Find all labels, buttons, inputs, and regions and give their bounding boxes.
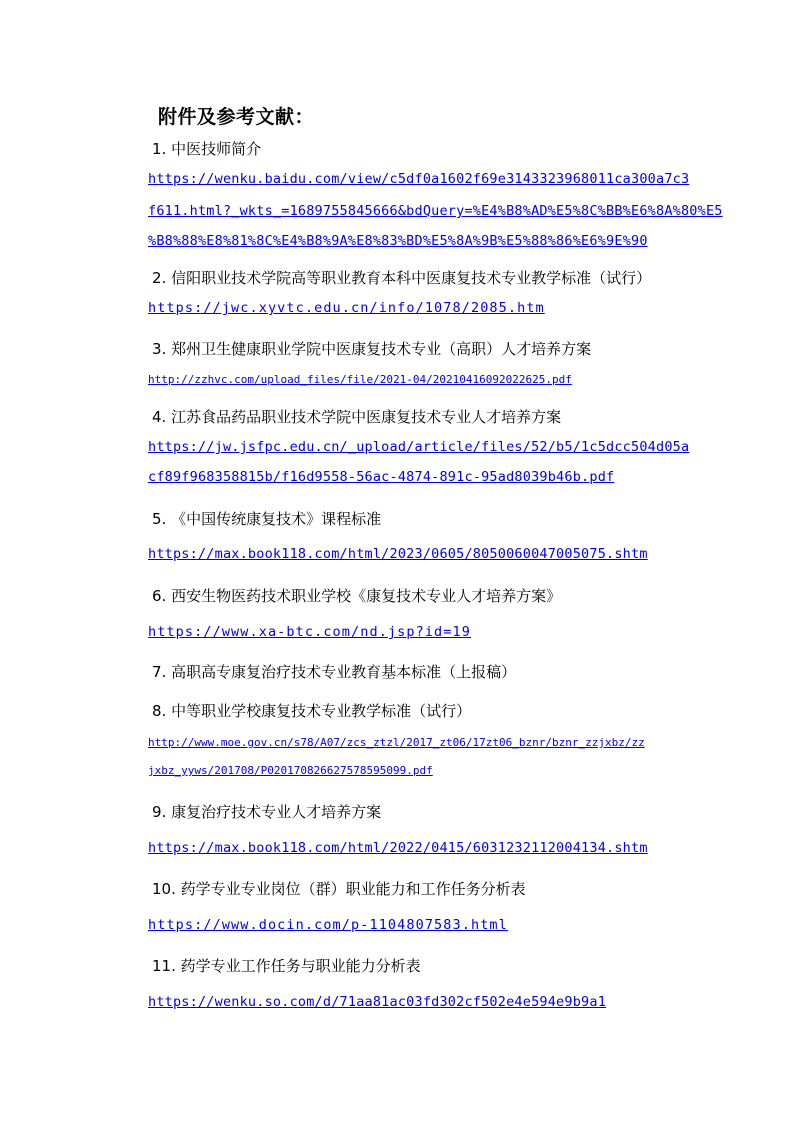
reference-link-9[interactable]: https://max.book118.com/html/2022/0415/6031232112004134.shtm [148, 840, 648, 856]
reference-link-5[interactable]: https://max.book118.com/html/2023/0605/8050060047005075.shtm [148, 546, 648, 562]
reference-item-4: 4. 江苏食品药品职业技术学院中医康复技术专业人才培养方案 [152, 408, 562, 426]
reference-item-9: 9. 康复治疗技术专业人才培养方案 [152, 803, 382, 821]
reference-link-2[interactable]: https://jwc.xyvtc.edu.cn/info/1078/2085.htm [148, 300, 545, 316]
reference-item-5: 5. 《中国传统康复技术》课程标准 [152, 510, 382, 528]
reference-item-1: 1. 中医技师简介 [152, 140, 262, 158]
reference-link-1-line-2[interactable]: f611.html?_wkts_=1689755845666&bdQuery=%E4%B8%AD%E5%8C%BB%E6%8A%80%E5 [148, 203, 723, 219]
reference-link-1-line-3[interactable]: %B8%88%E8%81%8C%E4%B8%9A%E8%83%BD%E5%8A%9B%E5%88%86%E6%9E%90 [148, 233, 648, 249]
reference-link-11[interactable]: https://wenku.so.com/d/71aa81ac03fd302cf502e4e594e9b9a1 [148, 994, 607, 1010]
reference-link-8-line-1[interactable]: http://www.moe.gov.cn/s78/A07/zcs_ztzl/2017_zt06/17zt06_bznr/bznr_zzjxbz/zz [148, 736, 645, 749]
reference-item-2: 2. 信阳职业技术学院高等职业教育本科中医康复技术专业教学标准（试行） [152, 269, 652, 287]
reference-link-4-line-2[interactable]: cf89f968358815b/f16d9558-56ac-4874-891c-95ad8039b46b.pdf [148, 469, 615, 485]
reference-item-7: 7. 高职高专康复治疗技术专业教育基本标准（上报稿） [152, 663, 517, 681]
page-title: 附件及参考文献： [158, 106, 315, 128]
reference-link-1-line-1[interactable]: https://wenku.baidu.com/view/c5df0a1602f69e3143323968011ca300a7c3 [148, 171, 690, 187]
reference-link-3[interactable]: http://zzhvc.com/upload_files/file/2021-04/20210416092022625.pdf [148, 373, 572, 386]
reference-item-3: 3. 郑州卫生健康职业学院中医康复技术专业（高职）人才培养方案 [152, 340, 592, 358]
reference-item-6: 6. 西安生物医药技术职业学校《康复技术专业人才培养方案》 [152, 587, 562, 605]
reference-item-11: 11. 药学专业工作任务与职业能力分析表 [152, 957, 421, 975]
reference-link-6[interactable]: https://www.xa-btc.com/nd.jsp?id=19 [148, 624, 471, 640]
reference-item-8: 8. 中等职业学校康复技术专业教学标准（试行） [152, 702, 472, 720]
reference-item-10: 10. 药学专业专业岗位（群）职业能力和工作任务分析表 [152, 880, 526, 898]
reference-link-8-line-2[interactable]: jxbz_yyws/201708/P020170826627578595099.pdf [148, 764, 433, 777]
reference-link-10[interactable]: https://www.docin.com/p-1104807583.html [148, 917, 508, 933]
reference-link-4-line-1[interactable]: https://jw.jsfpc.edu.cn/_upload/article/files/52/b5/1c5dcc504d05a [148, 439, 690, 455]
